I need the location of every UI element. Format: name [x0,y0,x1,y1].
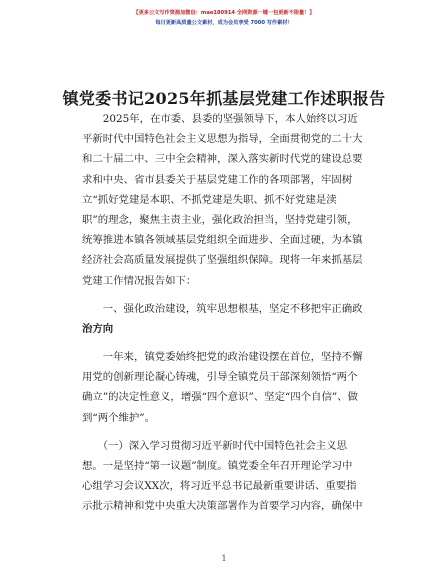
body-paragraph [82,436,386,517]
text-line: 示批示精神和党中央重大决策部署作为首要学习内容，确保中 [82,500,363,513]
heading-line: 治方向 [82,322,114,335]
text-line: 平新时代中国特色社会主义思想为指导，全面贯彻党的二十大 [82,133,363,146]
text-line: 和二十届二中、三中全会精神，深入落实新时代党的建设总要 [82,153,363,166]
text-line: 一年来，镇党委始终把党的政治建设摆在首位，坚持不懈 [82,351,363,364]
heading-line: 一、强化政治建设，筑牢思想根基，坚定不移把牢正确政 [82,302,363,315]
text-line: 2025年，在市委、县委的坚强领导下，本人始终以习近 [82,113,358,125]
body-paragraph [82,347,386,428]
text-line: 想。一是坚持“第一议题”制度。镇党委全年召开理论学习中 [82,460,353,472]
document-title: 镇党委书记2025年抓基层党建工作述职报告 [62,89,386,108]
text-line: 用党的创新理论凝心铸魂，引导全镇党员干部深刻领悟“两个 [82,371,358,384]
page-number: 1 [221,554,227,563]
section-heading [82,299,386,339]
promo-banner [0,8,448,28]
text-line: 立“抓好党建是本职、不抓党建是失职、抓不好党建是渎 [82,193,337,206]
text-line: 求和中央、省市县委关于基层党建工作的各项部署，牢固树 [82,173,353,186]
text-line: 心组学习会议XX次，将习近平总书记最新重要讲话、重要指 [82,480,357,493]
text-line: 统筹推进本镇各领域基层党组织全面进步、全面过硬，为本镇 [82,234,363,247]
text-line: 确立”的决定性意义，增强“四个意识”、坚定“四个自信”、做 [82,391,358,404]
text-line: 经济社会高质量发展提供了坚强组织保障。现将一年来抓基层 [82,254,363,267]
promo-line-2: 每日更新高质量公文素材，成为会员享受 7000 写作素材！ [155,20,293,26]
text-line: 职”的理念，聚焦主责主业，强化政治担当，坚持党建引领， [82,213,358,226]
intro-paragraph [82,109,386,291]
text-line: 到“两个维护”。 [82,411,155,424]
text-line: （一）深入学习贯彻习近平新时代中国特色社会主义思 [82,439,347,452]
document-body [82,109,386,517]
text-line: 党建工作情况报告如下： [82,274,197,287]
promo-line-1: 【更多公文写作资源加微信：mao180914 全网资源一键一包更新不限量！】 [133,10,315,16]
